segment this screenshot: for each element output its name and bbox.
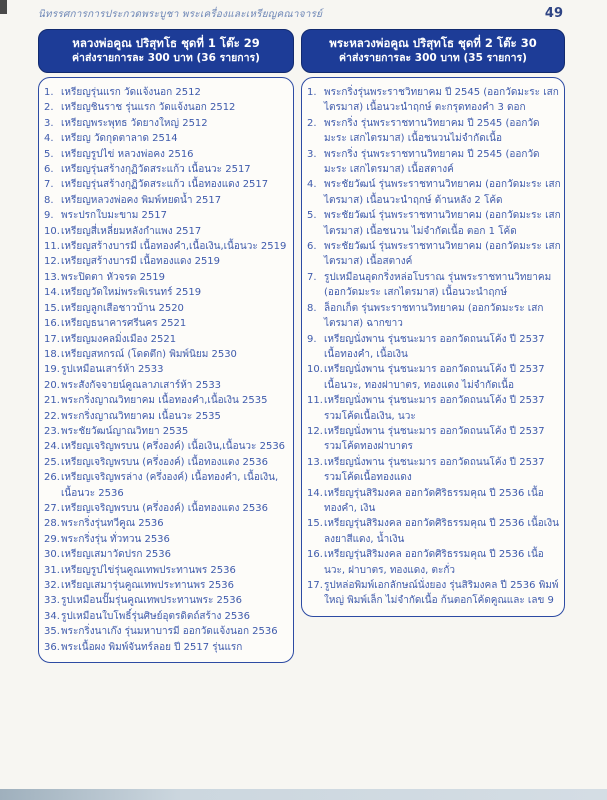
list-item [307,270,561,301]
column-1-header [38,29,294,73]
item-text: รูปเหมือนใบโพธิ์รุ่นศิษย์อุตรดิตถ์สร้าง 2536 [61,610,250,622]
list-item [307,393,561,424]
column-set-2 [301,29,565,617]
item-number: 33. [44,595,60,607]
list-item [307,301,561,332]
list-item [44,131,290,146]
list-item [44,516,290,531]
list-item [44,409,290,424]
item-text: พระชัยวัฒน์ รุ่นพระราชทานวิทยาคม (ออกวัดมะระ เสกไตรมาส) เนื้อนวะนำฤกษ์ ด้านหลัง 2 โค้ด [324,179,561,206]
item-number: 28. [44,518,60,530]
list-item [44,378,290,393]
list-item [307,547,561,578]
item-number: 30. [44,549,60,561]
item-number: 14. [44,287,60,299]
item-number: 21. [44,395,60,407]
item-number: 1. [307,87,317,98]
item-number: 22. [44,410,60,422]
item-number: 16. [44,318,60,330]
item-number: 3. [44,117,54,129]
item-text: เหรียญรุ่นสิริมงคล ออกวัดศิริธรรมคุณ ปี 2536 เนื้อนวะ, ฝาบาตร, ทองแดง, ตะกั่ว [324,549,544,576]
item-number: 19. [44,364,60,376]
item-text: รูปเหมือนเสาร์ห้า 2533 [61,364,164,376]
item-text: เหรียญนั่งพาน รุ่นชนะมาร ออกวัดถนนโค้ง ปี 2537 รวมโค้ดเนื้อเงิน, นวะ [324,395,545,422]
list-item [44,532,290,547]
item-text: เหรียญลูกเสือชาวบ้าน 2520 [61,302,184,314]
item-number: 7. [307,271,317,283]
item-text: เหรียญสหกรณ์ (โดดตึก) พิมพ์นิยม 2530 [61,348,237,360]
item-number: 12. [307,425,323,437]
item-text: เหรียญธนาคารศรีนคร 2521 [61,318,187,330]
item-text: เหรียญเสมาวัดปรก 2536 [61,549,171,561]
list-item [44,563,290,578]
list-item [44,640,290,655]
item-text: พระปรกใบมะขาม 2517 [61,210,167,222]
item-text: เหรียญรุ่นสร้างกุฏิวัดสระแก้ว เนื้อทองแดง 2517 [61,179,269,191]
list-item [307,455,561,486]
item-text: เหรียญ วัดกุดตาลาด 2514 [61,133,178,145]
list-item [307,362,561,393]
item-text: เหรียญรูปไข่ หลวงพ่อคง 2516 [61,148,194,160]
item-number: 7. [44,179,54,191]
list-item [44,470,290,501]
list-item [44,501,290,516]
list-item [44,547,290,562]
item-number: 35. [44,626,60,638]
item-number: 34. [44,610,60,622]
item-text: พระกริ่งรุ่น ทั่วทวน 2536 [61,533,170,545]
item-number: 11. [307,395,323,407]
item-number: 27. [44,502,60,514]
item-text: เหรียญเสมารุ่นคูณเทพประทานพร 2536 [61,580,234,591]
item-number: 6. [44,164,54,176]
item-number: 14. [307,487,323,499]
list-item [307,239,561,270]
item-text: เหรียญสร้างบารมี เนื้อทองแดง 2519 [61,256,221,268]
item-number: 13. [307,456,323,468]
item-number: 31. [44,564,60,576]
item-text: พระเนื้อผง พิมพ์จันทร์ลอย ปี 2517 รุ่นแรก [61,641,243,653]
item-number: 10. [307,364,323,376]
list-item [44,193,290,208]
item-number: 8. [307,302,317,314]
item-number: 25. [44,456,60,468]
item-number: 5. [44,148,54,160]
item-number: 32. [44,580,60,591]
item-text: รูปเหมือนอุดกริ่งหล่อโบราณ รุ่นพระราชทานวิทยาคม (ออกวัดมะระ เสกไตรมาส) เนื้อนวะนำฤกษ์ [324,271,552,299]
item-number: 10. [44,225,60,237]
item-number: 5. [307,210,317,222]
item-text: รูปเหมือนปั๊มรุ่นคูณเทพประทานพระ 2536 [61,595,242,607]
list-item [307,147,561,178]
item-number: 24. [44,441,60,453]
item-text: พระกริ่ง รุ่นพระราชทานวิทยาคม ปี 2545 (ออกวัดมะระ เสกไตรมาส) เนื้อชนวนไม่จำกัดเนื้อ [324,117,540,145]
item-text: เหรียญพระพุทธ วัดยางใหญ่ 2512 [61,117,208,129]
list-item [307,486,561,517]
list-item [44,239,290,254]
item-text: พระชัยวัฒน์ รุ่นพระราชทานวิทยาคม (ออกวัดมะระ เสกไตรมาส) เนื้อชนวน ไม่จำกัดเนื้อ ตอก 1 โค้ด [324,210,561,237]
list-item [44,100,290,115]
item-text: พระกริ่ง รุ่นพระราชทานวิทยาคม ปี 2545 (ออกวัดมะระ เสกไตรมาส) เนื้อสตางค์ [324,148,540,176]
list-item [44,162,290,177]
item-number: 15. [44,302,60,314]
list-item [44,116,290,131]
item-number: 9. [307,333,317,345]
item-text: เหรียญรุ่นสิริมงคล ออกวัดศิริธรรมคุณ ปี 2536 เนื้อทองคำ, เงิน [324,487,544,514]
item-text: เหรียญเจริญพรบน (ครึ่งองค์) เนื้อทองแดง 2536 [61,456,268,468]
item-number: 17. [44,333,60,345]
item-text: เหรียญรูปไข่รุ่นคูณเทพประทานพร 2536 [61,564,236,576]
list-item [44,347,290,362]
list-item [44,316,290,331]
item-text: เหรียญมงคลมิ่งเมือง 2521 [61,333,177,345]
scan-edge-shadow [0,789,607,800]
item-number: 4. [44,133,54,145]
item-number: 2. [44,102,54,114]
list-item [44,362,290,377]
list-item [307,424,561,455]
list-item [44,147,290,162]
page-top-bar [38,6,577,22]
list-item [44,393,290,408]
item-text: พระปิดตา หัวจรด 2519 [61,271,166,283]
item-number: 1. [44,87,54,98]
list-item [44,624,290,639]
list-item [307,208,561,239]
item-number: 11. [44,241,60,253]
list-item [44,224,290,239]
column-2-title: พระหลวงพ่อคูณ ปริสุทโธ ชุดที่ 2 โต๊ะ 30 [329,36,537,50]
running-header: นิทรรศการการประกวดพระบูชา พระเครื่องและเหรียญคณาจารย์ [38,9,323,20]
list-item [44,177,290,192]
item-number: 23. [44,425,60,437]
item-number: 15. [307,518,323,530]
item-text: เหรียญเจริญพรล่าง (ครึ่งองค์) เนื้อทองคำ, เนื้อเงิน, เนื้อนวะ 2536 [61,472,279,499]
list-item [307,516,561,547]
item-text: พระกริ่งรุ่นทวีคูณ 2536 [61,518,164,530]
item-text: เหรียญสี่เหลี่ยมหลังกำแพง 2517 [61,225,202,237]
list-item [44,439,290,454]
column-2-header [301,29,565,73]
list-item [44,593,290,608]
two-column-layout [38,29,577,663]
item-text: พระชัยวัฒน์ญาณวิทยา 2535 [61,425,189,437]
item-text: เหรียญนั่งพาน รุ่นชนะมาร ออกวัดถนนโค้ง ปี 2537 รวมโค้ดทองฝาบาตร [324,425,545,453]
scan-corner-artifact [0,0,7,14]
list-item [307,116,561,147]
item-text: เหรียญเจริญพรบน (ครึ่งองค์) เนื้อทองแดง 2536 [61,502,268,514]
item-text: รูปหล่อพิมพ์เอกลักษณ์นั่งยอง รุ่นสิริมงคล ปี 2536 พิมพ์ใหญ่ พิมพ์เล็ก ไม่จำกัดเนื้อ ก้นตอกโค้ดคูณและ เลข 9 [324,580,559,607]
item-text: เหรียญรุ่นสร้างกุฏิวัดสระแก้ว เนื้อนวะ 2517 [61,164,251,176]
item-number: 4. [307,179,317,191]
item-text: เหรียญรุ่นสิริมงคล ออกวัดศิริธรรมคุณ ปี 2536 เนื้อเงินลงยาสีแดง, น้ำเงิน [324,518,559,545]
list-item [44,424,290,439]
column-1-item-list [38,77,294,663]
item-number: 8. [44,194,54,206]
item-text: เหรียญสร้างบารมี เนื้อทองคำ,เนื้อเงิน,เนื้อนวะ 2519 [61,241,287,253]
item-number: 16. [307,549,323,561]
list-item [44,208,290,223]
list-item [44,270,290,285]
item-number: 29. [44,533,60,545]
item-number: 9. [44,210,54,222]
item-text: พระกริ่งญาณวิทยาคม เนื้อนวะ 2535 [61,410,221,422]
list-item [44,609,290,624]
item-number: 36. [44,641,60,653]
item-number: 13. [44,271,60,283]
list-item [307,85,561,116]
column-1-subtitle: ค่าส่งรายการละ 300 บาท (36 รายการ) [72,52,260,64]
column-2-subtitle: ค่าส่งรายการละ 300 บาท (35 รายการ) [339,52,527,64]
item-number: 2. [307,117,317,129]
item-number: 3. [307,148,317,160]
item-text: เหรียญวัดใหม่พระพิเรนทร์ 2519 [61,287,202,299]
item-text: พระชัยวัฒน์ รุ่นพระราชทานวิทยาคม (ออกวัดมะระ เสกไตรมาส) เนื้อสตางค์ [324,241,561,268]
list-item [307,578,561,609]
item-text: พระกริ่งรุ่นพระราชวิทยาคม ปี 2545 (ออกวัดมะระ เสกไตรมาส) เนื้อนวะนำฤกษ์ ตะกรุดทองคำ 3 ดอก [324,87,559,114]
item-text: เหรียญเจริญพรบน (ครึ่งองค์) เนื้อเงิน,เนื้อนวะ 2536 [61,441,286,453]
item-text: พระกริ่งนาเก๊ง รุ่นมหาบารมี ออกวัดแจ้งนอก 2536 [61,626,278,638]
item-number: 17. [307,580,323,591]
item-number: 20. [44,379,60,391]
item-text: เหรียญนั่งพาน รุ่นชนะมาร ออกวัดถนนโค้ง ปี 2537 รวมโค้ดเนื้อทองแดง [324,456,545,484]
item-number: 12. [44,256,60,268]
item-number: 6. [307,241,317,253]
column-2-item-list [301,77,565,617]
list-item [307,332,561,363]
item-number: 18. [44,348,60,360]
item-text: เหรียญหลวงพ่อคง พิมพ์หยดน้ำ 2517 [61,194,222,206]
item-text: เหรียญรุ่นแรก วัดแจ้งนอก 2512 [61,87,201,98]
list-item [44,455,290,470]
item-text: ล็อกเก็ต รุ่นพระราชทานวิทยาคม (ออกวัดมะระ เสกไตรมาส) ฉากขาว [324,302,544,330]
item-text: เหรียญนั่งพาน รุ่นชนะมาร ออกวัดถนนโค้ง ปี 2537 เนื้อทองคำ, เนื้อเงิน [324,333,545,360]
column-set-1 [38,29,294,663]
item-text: พระกริ่งญาณวิทยาคม เนื้อทองคำ,เนื้อเงิน 2535 [61,395,268,407]
list-item [44,85,290,100]
list-item [44,301,290,316]
list-item [44,254,290,269]
item-text: เหรียญชินราช รุ่นแรก วัดแจ้งนอก 2512 [61,102,236,114]
list-item [44,332,290,347]
page-number: 49 [544,6,563,21]
item-text: พระสังกัจจายน์คูณลาภเสาร์ห้า 2533 [61,379,222,391]
list-item [307,177,561,208]
list-item [44,578,290,593]
item-text: เหรียญนั่งพาน รุ่นชนะมาร ออกวัดถนนโค้ง ปี 2537 เนื้อนวะ, ทองฝาบาตร, ทองแดง ไม่จำกัดเนื้อ [324,364,545,391]
item-number: 26. [44,472,60,484]
list-item [44,285,290,300]
column-1-title: หลวงพ่อคูณ ปริสุทโธ ชุดที่ 1 โต๊ะ 29 [72,36,260,50]
